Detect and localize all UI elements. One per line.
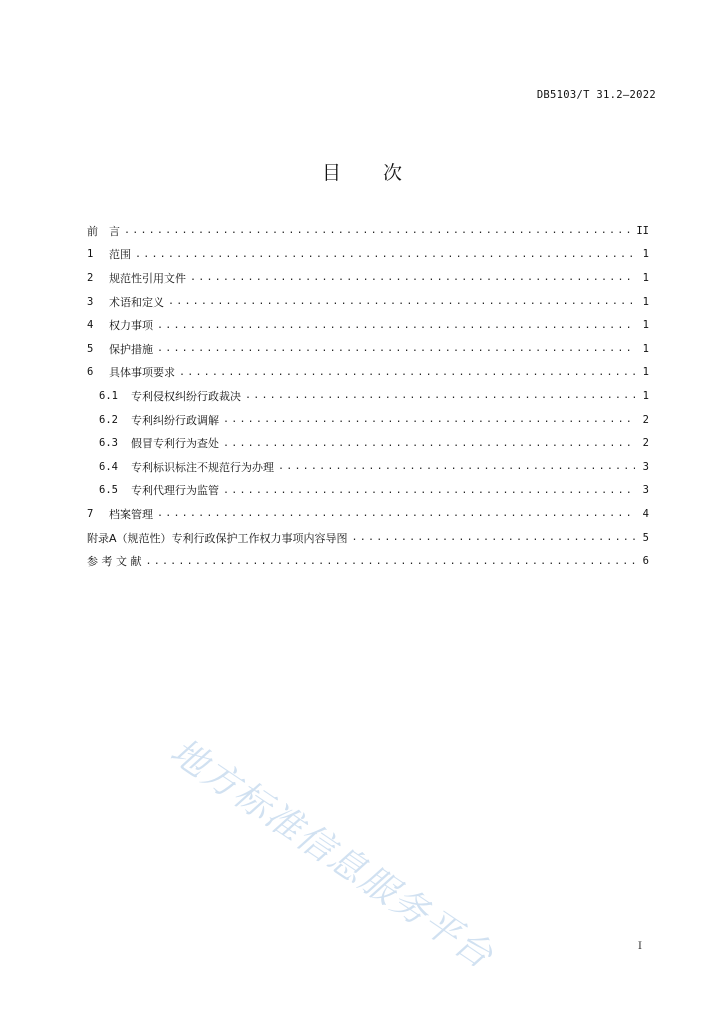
toc-page: II bbox=[636, 224, 649, 237]
toc-page: 5 bbox=[642, 531, 649, 544]
toc-page: 4 bbox=[642, 507, 649, 520]
document-code: DB5103/T 31.2—2022 bbox=[536, 89, 656, 101]
toc-entry-4[interactable] bbox=[87, 313, 649, 337]
toc-label: 保护措施 bbox=[109, 342, 153, 356]
toc-leader bbox=[223, 414, 635, 425]
toc-entry-7[interactable] bbox=[87, 502, 649, 526]
toc-page: 3 bbox=[642, 484, 649, 497]
toc-entry-3[interactable] bbox=[87, 290, 649, 314]
toc-leader bbox=[124, 225, 632, 236]
toc-leader bbox=[278, 461, 635, 472]
toc-number: 4 bbox=[87, 319, 94, 332]
toc-page: 1 bbox=[642, 248, 649, 261]
toc-label: 范围 bbox=[109, 248, 131, 262]
toc-leader bbox=[223, 485, 635, 496]
toc-leader bbox=[223, 438, 635, 449]
toc-number: 7 bbox=[87, 507, 94, 520]
toc-label: 术语和定义 bbox=[109, 295, 164, 309]
toc-label: 假冒专利行为查处 bbox=[131, 437, 219, 451]
toc-entry-6-2[interactable] bbox=[87, 408, 649, 432]
page-number: I bbox=[637, 940, 642, 952]
toc-leader bbox=[179, 367, 635, 378]
toc-entry-appendix-a[interactable] bbox=[87, 526, 649, 550]
toc-leader bbox=[352, 532, 635, 543]
toc-page: 3 bbox=[642, 460, 649, 473]
toc-page: 2 bbox=[642, 413, 649, 426]
toc-number: 1 bbox=[87, 248, 94, 261]
toc-number: 6.5 bbox=[99, 484, 118, 497]
toc-label: 档案管理 bbox=[109, 507, 153, 521]
toc-page: 2 bbox=[642, 437, 649, 450]
toc-label: 专利代理行为监管 bbox=[131, 484, 219, 498]
toc-leader bbox=[168, 296, 635, 307]
toc-label: 参 考 文 献 bbox=[87, 555, 142, 569]
toc-number: 6 bbox=[87, 366, 94, 379]
toc-entry-6[interactable] bbox=[87, 361, 649, 385]
toc-leader bbox=[157, 508, 635, 519]
toc-number: 6.4 bbox=[99, 460, 118, 473]
toc-entry-2[interactable] bbox=[87, 266, 649, 290]
toc-label: 前 言 bbox=[87, 224, 120, 238]
toc-label: 专利纠纷行政调解 bbox=[131, 413, 219, 427]
toc-entry-6-4[interactable] bbox=[87, 455, 649, 479]
toc-number: 3 bbox=[87, 295, 94, 308]
toc-label: 附录A（规范性）专利行政保护工作权力事项内容导图 bbox=[87, 531, 348, 545]
toc-page: 1 bbox=[642, 366, 649, 379]
toc-page: 1 bbox=[642, 271, 649, 284]
toc-label: 专利标识标注不规范行为办理 bbox=[131, 460, 274, 474]
watermark: 地方标准信息服务平台 bbox=[162, 730, 501, 978]
toc-number: 2 bbox=[87, 271, 94, 284]
toc-page: 6 bbox=[642, 555, 649, 568]
toc-page: 1 bbox=[642, 389, 649, 402]
toc-entry-foreword[interactable] bbox=[87, 219, 649, 243]
toc-leader bbox=[157, 320, 635, 331]
toc-label: 专利侵权纠纷行政裁决 bbox=[131, 389, 241, 403]
toc-leader bbox=[190, 272, 635, 283]
toc-number: 6.1 bbox=[99, 389, 118, 402]
page-title: 目 次 bbox=[321, 162, 421, 184]
toc-entry-1[interactable] bbox=[87, 243, 649, 267]
toc-page: 1 bbox=[642, 295, 649, 308]
toc-entry-6-3[interactable] bbox=[87, 431, 649, 455]
table-of-contents bbox=[87, 219, 649, 573]
toc-label: 具体事项要求 bbox=[109, 366, 175, 380]
toc-entry-6-5[interactable] bbox=[87, 479, 649, 503]
toc-number: 5 bbox=[87, 342, 94, 355]
toc-page: 1 bbox=[642, 342, 649, 355]
toc-page: 1 bbox=[642, 319, 649, 332]
toc-leader bbox=[245, 390, 635, 401]
toc-number: 6.2 bbox=[99, 413, 118, 426]
toc-entry-6-1[interactable] bbox=[87, 384, 649, 408]
toc-number: 6.3 bbox=[99, 437, 118, 450]
toc-leader bbox=[157, 343, 635, 354]
toc-leader bbox=[135, 249, 635, 260]
toc-entry-5[interactable] bbox=[87, 337, 649, 361]
toc-leader bbox=[146, 556, 636, 567]
toc-label: 规范性引用文件 bbox=[109, 271, 186, 285]
toc-label: 权力事项 bbox=[109, 319, 153, 333]
toc-entry-references[interactable] bbox=[87, 549, 649, 573]
